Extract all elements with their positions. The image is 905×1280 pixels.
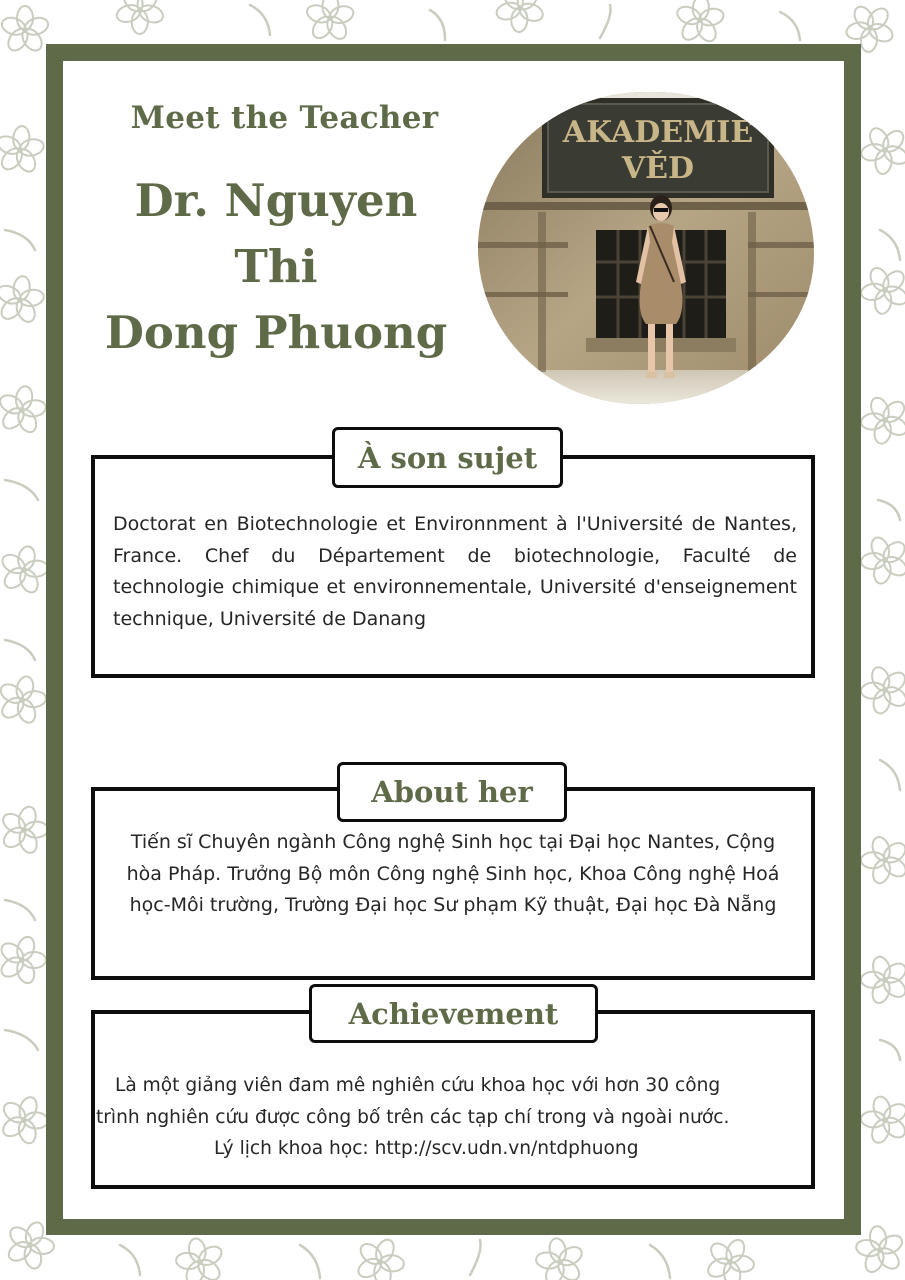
section-text-achievement — [96, 1070, 796, 1165]
teacher-photo-image — [478, 92, 814, 404]
leaf-stem — [880, 760, 900, 790]
section-heading-about: About her — [337, 762, 567, 822]
flower-icon — [0, 671, 52, 730]
leaf-stem — [880, 230, 900, 260]
flower-icon — [0, 6, 50, 54]
section-heading-french: À son sujet — [332, 427, 563, 488]
flower-icon — [485, 0, 555, 43]
flower-icon — [347, 1230, 413, 1280]
leaf-stem — [300, 1245, 320, 1278]
flower-icon — [166, 1228, 233, 1280]
leaf-stem — [5, 640, 35, 660]
leaf-stem — [250, 5, 270, 35]
page-kicker: Meet the Teacher — [130, 100, 439, 136]
sign-text-line2: VĚD — [621, 151, 695, 186]
flower-icon — [527, 1228, 594, 1280]
leaf-stem — [880, 1040, 900, 1060]
leaf-stem — [650, 1245, 670, 1278]
leaf-stem — [430, 10, 445, 40]
leaf-stem — [5, 900, 35, 920]
achievement-line-2: trình nghiên cứu được công bố trên các tạp chí trong và ngoài nước. — [96, 1106, 730, 1128]
leaf-stem — [878, 500, 900, 520]
leaf-stem — [5, 1030, 38, 1050]
sign-text-line1: AKADEMIE — [562, 115, 754, 150]
teacher-name-line2: Dong Phuong — [104, 306, 448, 359]
flower-icon — [697, 1229, 764, 1280]
flower-icon — [0, 382, 51, 438]
achievement-line-1: Là một giảng viên đam mê nghiên cứu khoa học với hơn 30 công — [115, 1075, 721, 1096]
section-text-french: Doctorat en Biotechnologie et Environnment à l'Université de Nantes, France. Chef du Département de biotechnologie, Faculté de technologie chimique et environnementale, Université d'enseignement technique, Université de Danang — [113, 513, 797, 630]
flower-icon — [304, 0, 356, 43]
leaf-stem — [120, 1245, 140, 1275]
flower-icon — [673, 0, 727, 46]
leaf-stem — [600, 5, 611, 38]
teacher-name — [96, 168, 456, 366]
teacher-photo — [478, 92, 814, 404]
leaf-stem — [780, 12, 800, 40]
leaf-stem — [5, 480, 38, 500]
section-heading-achievement: Achievement — [309, 984, 598, 1043]
leaf-stem — [5, 230, 35, 250]
flower-icon — [0, 123, 48, 176]
flower-icon — [105, 0, 174, 44]
flower-icon — [0, 273, 48, 328]
section-text-about: Tiến sĩ Chuyên ngành Công nghệ Sinh học tại Đại học Nantes, Cộng hòa Pháp. Trưởng Bộ môn Công nghệ Sinh học, Khoa Công nghệ Hoá học-Môi trường, Trường Đại học Sư phạm Kỹ thuật, Đại học Đà Nẵng — [126, 831, 780, 916]
achievement-line-3: Lý lịch khoa học: http://scv.udn.vn/ntdphuong — [214, 1138, 639, 1159]
leaf-stem — [470, 1240, 481, 1275]
teacher-name-line1: Dr. Nguyen Thi — [134, 174, 418, 293]
